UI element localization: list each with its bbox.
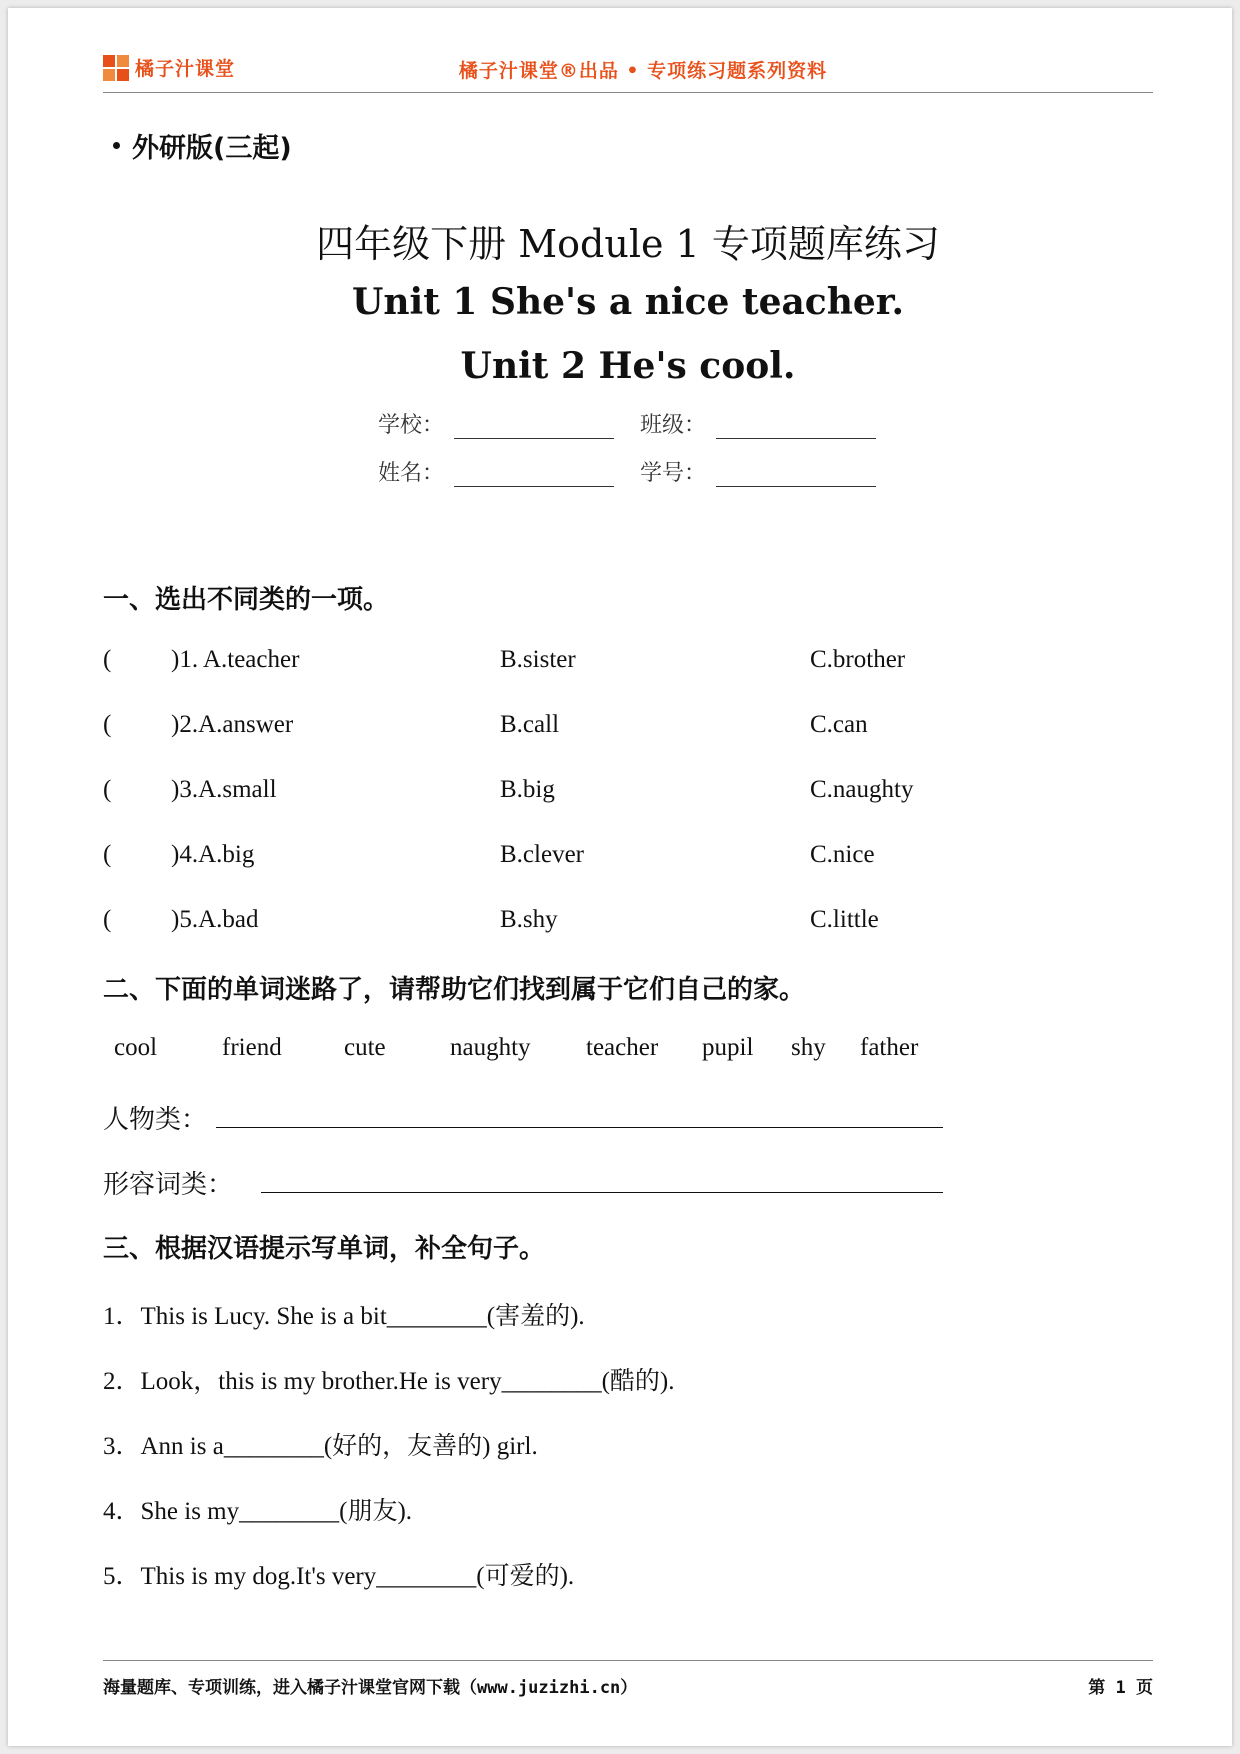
option-a: )5.A.bad: [171, 906, 259, 933]
word-item: shy: [791, 1034, 826, 1061]
option-b: B.big: [500, 776, 555, 803]
option-c: C.nice: [810, 841, 875, 868]
answer-paren[interactable]: (: [103, 646, 112, 673]
option-b: B.sister: [500, 646, 576, 673]
section2-heading: 二、下面的单词迷路了，请帮助它们找到属于它们自己的家。: [103, 975, 806, 1005]
option-a: )2.A.answer: [171, 711, 294, 738]
header-title: 橘子汁课堂®出品 • 专项练习题系列资料: [458, 60, 828, 82]
name-blank[interactable]: [454, 464, 614, 487]
number-field: [640, 456, 876, 487]
answer-paren[interactable]: (: [103, 776, 112, 803]
page-title: 四年级下册 Module 1 专项题库练习: [316, 222, 940, 266]
word-item: naughty: [450, 1034, 531, 1061]
option-b: B.shy: [500, 906, 558, 933]
people-label: 人物类：: [103, 1105, 208, 1135]
sentence-item: 5．This is my dog.It's very________(可爱的).: [103, 1563, 575, 1590]
sentence-item: 3．Ann is a________(好的，友善的) girl.: [103, 1433, 538, 1460]
bullet-icon: [113, 142, 120, 149]
people-answer-line[interactable]: [216, 1126, 943, 1128]
worksheet-page: [8, 8, 1232, 1746]
section3-heading: 三、根据汉语提示写单词，补全句子。: [103, 1234, 546, 1264]
answer-paren[interactable]: (: [103, 841, 112, 868]
word-item: pupil: [702, 1034, 754, 1061]
edition-label: [113, 126, 292, 165]
number-blank[interactable]: [716, 464, 876, 487]
edition-text: 外研版(三起): [132, 133, 292, 164]
option-b: B.clever: [500, 841, 584, 868]
word-item: teacher: [586, 1034, 659, 1061]
class-label: 班级：: [640, 413, 707, 438]
number-label: 学号：: [640, 461, 707, 486]
footer-note: 海量题库、专项训练，进入橘子汁课堂官网下载（www.juzizhi.cn）: [103, 1678, 638, 1698]
word-item: cute: [344, 1034, 386, 1061]
sentence-item: 2．Look，this is my brother.He is very________(酷的).: [103, 1368, 675, 1395]
section1-heading: 一、选出不同类的一项。: [103, 585, 390, 615]
word-item: father: [860, 1034, 919, 1061]
option-a: )3.A.small: [171, 776, 277, 803]
option-c: C.can: [810, 711, 868, 738]
answer-paren[interactable]: (: [103, 906, 112, 933]
option-c: C.naughty: [810, 776, 914, 803]
logo-text: 橘子汁课堂: [135, 58, 236, 80]
answer-paren[interactable]: (: [103, 711, 112, 738]
word-item: cool: [114, 1034, 158, 1061]
page-header: [103, 48, 1153, 93]
school-blank[interactable]: [454, 416, 614, 439]
adjectives-answer-line[interactable]: [261, 1191, 943, 1193]
page-number: 第 1 页: [1088, 1678, 1153, 1698]
class-blank[interactable]: [716, 416, 876, 439]
sentence-item: 1．This is Lucy. She is a bit________(害羞的).: [103, 1303, 585, 1330]
sentence-item: 4．She is my________(朋友).: [103, 1498, 413, 1525]
option-a: )4.A.big: [171, 841, 255, 868]
school-label: 学校：: [378, 413, 445, 438]
school-field: [378, 408, 614, 439]
option-c: C.little: [810, 906, 879, 933]
page-footer: [103, 1660, 1153, 1698]
name-field: [378, 456, 614, 487]
unit2-title: Unit 2 He's cool.: [460, 345, 796, 387]
option-c: C.brother: [810, 646, 906, 673]
option-b: B.call: [500, 711, 560, 738]
option-a: )1. A.teacher: [171, 646, 300, 673]
adjectives-label: 形容词类：: [103, 1170, 234, 1200]
name-label: 姓名：: [378, 461, 445, 486]
unit1-title: Unit 1 She's a nice teacher.: [351, 281, 904, 323]
class-field: [640, 408, 876, 439]
word-item: friend: [222, 1034, 282, 1061]
